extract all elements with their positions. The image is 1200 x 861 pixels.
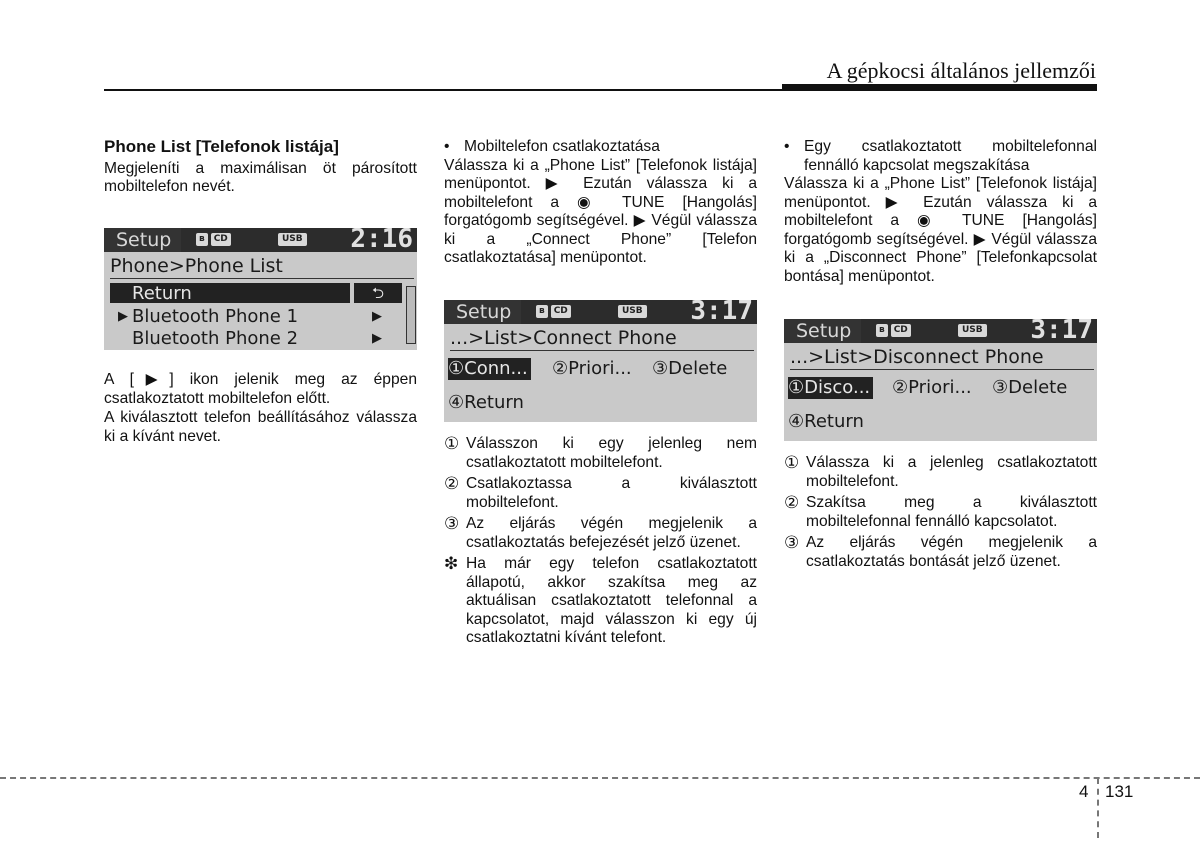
lcd-divider — [450, 350, 754, 351]
lcd-breadcrumb: ...>List>Connect Phone — [450, 327, 677, 349]
chevron-right-icon: ▶ — [372, 309, 382, 324]
lcd-list-item-phone-1[interactable]: Bluetooth Phone 1 — [132, 306, 299, 327]
step-text: Válassza ki a jelenleg csatlakoztatott mobiltelefont. — [806, 454, 1097, 490]
instruction-text: Válassza ki a „Phone List” [Telefonok listája] menüpontot. ▶ Ezután válassza ki a mobiltelefont a ◉ TUNE [Hangolás] forgatógomb segítségével. ▶ Végül válassza ki a „Disconnect Phone” [Telefonkapcsolat bontása] menüpontot. — [784, 175, 1097, 285]
section-heading: Phone List [Telefonok listája] — [104, 137, 339, 156]
option-return[interactable]: ④Return — [788, 411, 864, 432]
step-item — [784, 494, 1097, 531]
select-name-note: A kiválasztott telefon beállításához válassza ki a kívánt nevet. — [104, 409, 417, 445]
option-delete[interactable]: ③Delete — [992, 377, 1068, 398]
step-mark: ③ — [784, 533, 800, 552]
step-item — [784, 454, 1097, 491]
step-mark: ① — [784, 453, 800, 472]
bluetooth-icon: ʙ — [876, 324, 888, 337]
lcd-breadcrumb: Phone>Phone List — [110, 255, 283, 277]
option-delete[interactable]: ③Delete — [652, 358, 728, 379]
bullet-item — [784, 138, 1097, 175]
step-text: Az eljárás végén megjelenik a csatlakoztatás bontását jelző üzenet. — [806, 534, 1097, 570]
instruction-text: Válassza ki a „Phone List” [Telefonok listája] menüpontot. ▶ Ezután válassza ki a mobiltelefont a ◉ TUNE [Hangolás] forgatógomb segítségével. ▶ Végül válassza ki a „Connect Phone” [Telefon csatlakoztatása] menüpontot. — [444, 156, 757, 266]
step-mark: ② — [444, 474, 460, 493]
chevron-right-icon: ▶ — [372, 331, 382, 346]
step-mark: ② — [784, 493, 800, 512]
bluetooth-icon: ʙ — [536, 305, 548, 318]
usb-icon: USB — [278, 233, 307, 246]
step-mark: ③ — [444, 514, 460, 533]
option-priority[interactable]: ②Priori... — [892, 377, 972, 398]
step-text: Az eljárás végén megjelenik a csatlakoztatás befejezését jelző üzenet. — [466, 515, 757, 551]
lcd-setup-label: Setup — [784, 319, 861, 343]
footer-dashed-divider — [1097, 778, 1099, 838]
usb-icon: USB — [958, 324, 987, 337]
usb-icon: USB — [618, 305, 647, 318]
step-item — [444, 475, 757, 512]
lcd-setup-label: Setup — [104, 228, 181, 252]
lcd-list-item-return[interactable]: Return — [110, 283, 350, 303]
option-priority[interactable]: ②Priori... — [552, 358, 632, 379]
step-item — [444, 435, 757, 472]
option-return[interactable]: ④Return — [448, 392, 524, 413]
connected-arrow-icon: ▶ — [118, 309, 128, 324]
lcd-list-item-phone-2[interactable]: Bluetooth Phone 2 — [132, 328, 299, 349]
connected-icon-note: A [▶] ikon jelenik meg az éppen csatlakoztatott mobiltelefon előtt. — [104, 371, 417, 407]
lcd-status-icons — [196, 233, 231, 246]
lcd-divider — [790, 369, 1094, 370]
chapter-number: 4 — [1079, 782, 1089, 801]
lcd-scrollbar[interactable] — [406, 286, 416, 344]
cd-icon: CD — [891, 324, 911, 337]
column-1 — [104, 138, 417, 197]
column-2 — [444, 138, 757, 268]
column-1-text — [104, 371, 417, 446]
column-3-steps — [784, 451, 1097, 571]
lcd-breadcrumb: ...>List>Disconnect Phone — [790, 346, 1044, 368]
header-bar — [782, 84, 1097, 91]
lcd-screen-connect-phone — [444, 300, 757, 422]
bullet-text: Mobiltelefon csatlakoztatása — [464, 138, 660, 155]
lcd-clock: 2:16 — [350, 228, 413, 254]
bullet-mark: • — [444, 138, 450, 155]
lcd-clock: 3:17 — [1030, 319, 1093, 345]
lcd-status-icons — [536, 305, 571, 318]
cd-icon: CD — [211, 233, 231, 246]
bluetooth-icon: ʙ — [196, 233, 208, 246]
column-3 — [784, 138, 1097, 286]
column-2-steps — [444, 432, 757, 648]
intro-text: Megjeleníti a maximálisan öt párosított mobiltelefon nevét. — [104, 159, 417, 195]
step-text: Válasszon ki egy jelenleg nem csatlakoztatott mobiltelefont. — [466, 435, 757, 471]
lcd-screen-disconnect-phone — [784, 319, 1097, 441]
option-connect[interactable]: ①Conn... — [448, 358, 531, 380]
bullet-item — [444, 138, 757, 157]
page-header-title: A gépkocsi általános jellemzői — [826, 58, 1096, 83]
note-item — [444, 555, 757, 648]
step-text: Csatlakoztassa a kiválasztott mobiltelefont. — [466, 475, 757, 511]
lcd-status-icons — [876, 324, 911, 337]
bullet-mark: • — [784, 138, 790, 155]
lcd-setup-label: Setup — [444, 300, 521, 324]
option-disconnect[interactable]: ①Disco... — [788, 377, 873, 399]
step-item — [784, 534, 1097, 571]
note-mark: ❇ — [444, 554, 459, 573]
footer-dashed-rule — [0, 777, 1200, 779]
cd-icon: CD — [551, 305, 571, 318]
step-item — [444, 515, 757, 552]
note-text: Ha már egy telefon csatlakoztatott állapotú, akkor szakítsa meg az aktuálisan csatlakoztatott telefonnal a kapcsolatot, majd válasszon ki egy új csatlakoztatni kívánt telefont. — [466, 555, 757, 646]
return-icon[interactable]: ⮌ — [354, 283, 402, 303]
step-text: Szakítsa meg a kiválasztott mobiltelefonnal fennálló kapcsolatot. — [806, 494, 1097, 530]
bullet-text: Egy csatlakoztatott mobiltelefonnal fennálló kapcsolat megszakítása — [804, 138, 1097, 174]
lcd-screen-phone-list — [104, 228, 417, 350]
page-number: 131 — [1105, 782, 1134, 801]
lcd-clock: 3:17 — [690, 300, 753, 326]
lcd-divider — [110, 278, 414, 279]
step-mark: ① — [444, 434, 460, 453]
